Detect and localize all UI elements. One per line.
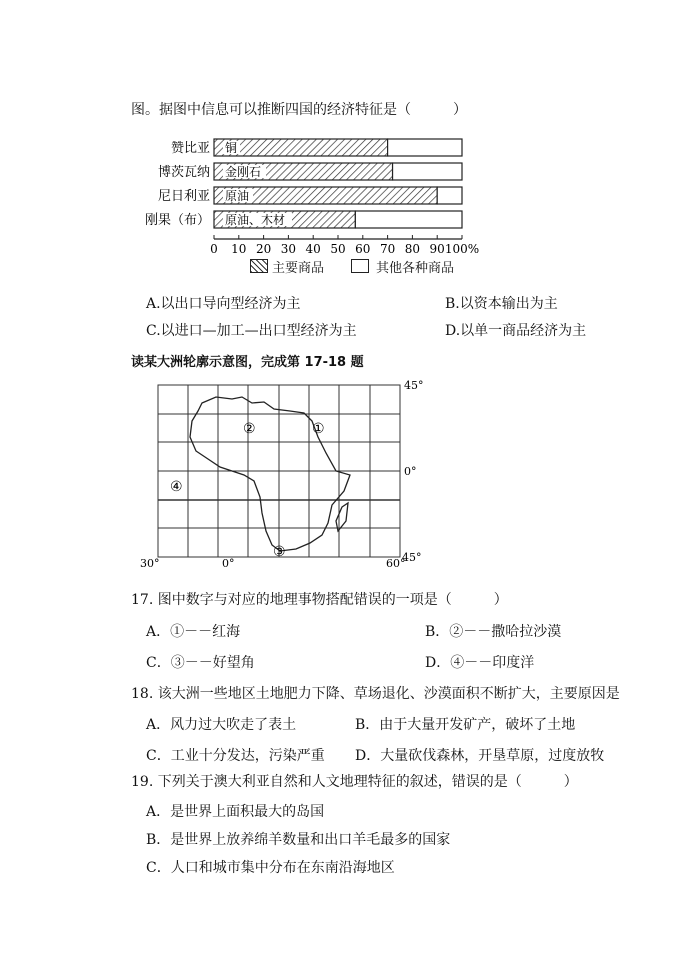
legend-label-main: 主要商品 <box>272 261 325 276</box>
x-tick-label: 80 <box>404 242 421 256</box>
madagascar-outline <box>336 503 348 531</box>
q19-option-a: A．是世界上面积最大的岛国 <box>146 804 325 820</box>
map-grid <box>158 385 400 557</box>
q16-stem: 图。据图中信息可以推断四国的经济特征是（ ） <box>131 102 467 118</box>
bar-other-1 <box>393 163 462 180</box>
q17-option-b: B．②－－撒哈拉沙漠 <box>425 624 562 640</box>
africa-outline-map <box>140 375 424 575</box>
q19-stem: 19. 下列关于澳大利亚自然和人文地理特征的叙述，错误的是（ ） <box>131 774 578 790</box>
q18-option-d: D．大量砍伐森林，开垦草原，过度放牧 <box>355 748 605 764</box>
legend-label-other: 其他各种商品 <box>376 261 455 276</box>
q17-option-c: C．③－－好望角 <box>146 655 255 671</box>
x-tick-label: 40 <box>305 242 321 256</box>
lon-label-east: 60° <box>386 557 406 570</box>
category-label: 赞比亚 <box>170 141 210 156</box>
q16-option-b: B.以资本输出为主 <box>445 296 558 312</box>
category-label: 尼日利亚 <box>157 189 210 204</box>
q17-stem: 17. 图中数字与对应的地理事物搭配错误的一项是（ ） <box>131 592 508 608</box>
bar-main-0 <box>214 139 388 156</box>
bar-item-label: 原油、木材 <box>225 213 286 227</box>
lat-label-south: 45° <box>402 551 422 564</box>
q16-option-c: C.以进口—加工—出口型经济为主 <box>146 323 357 339</box>
q19-option-c: C．人口和城市集中分布在东南沿海地区 <box>146 860 395 876</box>
category-label: 刚果（布） <box>144 213 210 228</box>
legend-swatch-other <box>351 259 369 273</box>
q18-option-a: A．风力过大吹走了表土 <box>146 717 297 733</box>
x-tick-label: 10 <box>231 242 247 256</box>
q18-option-c: C．工业十分发达，污染严重 <box>146 748 325 764</box>
lon-label-west: 30° <box>140 557 160 570</box>
x-tick-label: 50 <box>330 242 346 256</box>
lat-label-equator: 0° <box>404 465 417 478</box>
q16-option-a: A.以出口导向型经济为主 <box>146 296 301 312</box>
bar-other-2 <box>437 187 462 204</box>
marker-3: ③ <box>273 544 286 560</box>
x-tick-label: 30 <box>280 242 297 256</box>
q17-option-a: A．①－－红海 <box>146 624 241 640</box>
category-label: 博茨瓦纳 <box>157 165 210 180</box>
x-tick-label: 70 <box>379 242 396 256</box>
bar-item-label: 铜 <box>225 141 238 155</box>
bar-other-0 <box>388 139 462 156</box>
legend-swatch-main <box>250 259 268 273</box>
q16-option-d: D.以单一商品经济为主 <box>445 323 587 339</box>
x-tick-label: 0 <box>210 242 218 256</box>
bar-other-3 <box>355 211 462 228</box>
x-tick-label: 90 <box>429 242 445 256</box>
bar-item-label: 金刚石 <box>225 165 262 179</box>
q19-option-b: B．是世界上放养绵羊数量和出口羊毛最多的国家 <box>146 832 451 848</box>
q18-stem: 18. 该大洲一些地区土地肥力下降、草场退化、沙漠面积不断扩大，主要原因是 <box>131 686 620 702</box>
q18-option-b: B．由于大量开发矿产，破坏了土地 <box>355 717 576 733</box>
lon-label-prime: 0° <box>222 557 235 570</box>
marker-4: ④ <box>170 479 183 495</box>
marker-1: ① <box>312 421 325 437</box>
bar-item-label: 原油 <box>225 189 250 203</box>
lat-label-north: 45° <box>404 379 424 392</box>
x-tick-label: 60 <box>355 242 371 256</box>
q17-option-d: D．④－－印度洋 <box>425 655 535 671</box>
x-tick-label: 20 <box>255 242 272 256</box>
map-heading: 读某大洲轮廓示意图，完成第 17-18 题 <box>131 355 364 370</box>
marker-2: ② <box>243 421 256 437</box>
x-tick-label: 100% <box>444 242 480 256</box>
